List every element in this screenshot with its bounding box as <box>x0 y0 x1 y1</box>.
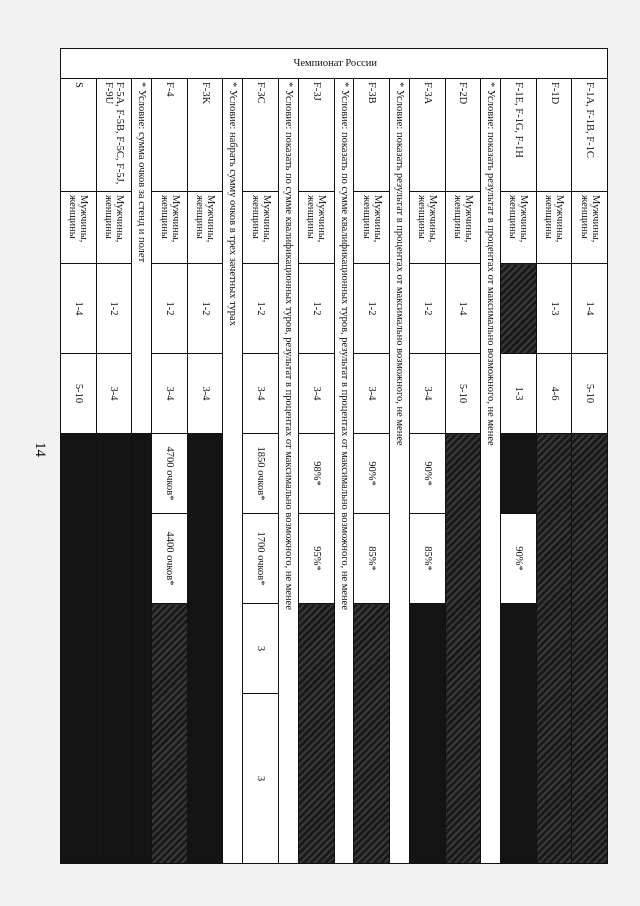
table-row <box>223 49 243 864</box>
range-a: 1-2 <box>298 264 334 354</box>
shaded-cell <box>501 434 537 514</box>
percent-cell: 90%* <box>501 514 537 604</box>
gender-cell: Мужчины, женщины <box>187 192 223 264</box>
shaded-cell <box>96 434 132 864</box>
condition-note: * Условие: набрать сумму очков в трех зачетных турах <box>223 79 243 864</box>
table-row <box>298 49 334 864</box>
condition-note: * Условие: показать по сумме квалификационных туров, результат в процентах от максимально возможного, не менее <box>278 79 298 864</box>
gender-cell: Мужчины, женщины <box>243 192 279 264</box>
range-a: 1-2 <box>96 264 132 354</box>
gender-cell: Мужчины, женщины <box>96 192 132 264</box>
shaded-cell <box>354 604 390 864</box>
class-cell: F-1D <box>536 79 572 192</box>
condition-note: * Условие: сумма очков за стенд и полет <box>132 79 152 434</box>
count-cell: 3 <box>243 604 279 694</box>
range-a: 1-4 <box>572 264 608 354</box>
class-cell: F-4 <box>152 79 188 192</box>
range-b: 3-4 <box>298 354 334 434</box>
range-a: 1-2 <box>243 264 279 354</box>
points-cell: 1850 очков* <box>243 434 279 514</box>
class-cell: F-3C <box>243 79 279 192</box>
range-a: 1-4 <box>61 264 97 354</box>
class-cell: F-1E, F-1G, F-1H <box>501 79 537 192</box>
range-a: 1-2 <box>152 264 188 354</box>
table-row <box>132 49 152 864</box>
gender-cell: Мужчины, женщины <box>572 192 608 264</box>
range-a: 1-4 <box>445 264 481 354</box>
shaded-cell <box>536 434 572 864</box>
gender-cell: Мужчины, женщины <box>61 192 97 264</box>
page-number: 14 <box>32 442 48 457</box>
table-row <box>152 49 188 864</box>
range-b: 5-10 <box>572 354 608 434</box>
gender-cell: Мужчины, женщины <box>354 192 390 264</box>
condition-note: * Условие: показать по сумме квалификационных туров, результат в процентах от максимально возможного, не менее <box>334 79 354 864</box>
percent-cell: 85%* <box>354 514 390 604</box>
class-cell: F-3B <box>354 79 390 192</box>
rotated-table-page <box>60 48 608 863</box>
range-b: 3-4 <box>96 354 132 434</box>
range-a: 1-3 <box>536 264 572 354</box>
shaded-cell <box>152 604 188 864</box>
shaded-cell <box>445 434 481 864</box>
range-b: 3-4 <box>410 354 446 434</box>
table-row <box>481 49 501 864</box>
championship-cell <box>61 49 608 79</box>
table-row <box>354 49 390 864</box>
table-row <box>243 49 279 864</box>
range-b: 1-3 <box>501 354 537 434</box>
range-a: 1-2 <box>410 264 446 354</box>
qualification-table <box>60 48 608 864</box>
shaded-cell <box>61 434 97 864</box>
percent-cell: 90%* <box>410 434 446 514</box>
range-a: 1-2 <box>354 264 390 354</box>
points-cell: 1700 очков* <box>243 514 279 604</box>
table-row <box>278 49 298 864</box>
table-row <box>61 49 97 864</box>
table-row <box>445 49 481 864</box>
table-row <box>572 49 608 864</box>
gender-cell: Мужчины, женщины <box>298 192 334 264</box>
percent-cell: 98%* <box>298 434 334 514</box>
gender-cell: Мужчины, женщины <box>410 192 446 264</box>
table-row <box>410 49 446 864</box>
shaded-cell <box>501 264 537 354</box>
range-b: 4-6 <box>536 354 572 434</box>
table-row <box>501 49 537 864</box>
table-row <box>96 49 132 864</box>
gender-cell: Мужчины, женщины <box>536 192 572 264</box>
class-cell: F-2D <box>445 79 481 192</box>
class-cell: F-3K <box>187 79 223 192</box>
gender-cell: Мужчины, женщины <box>445 192 481 264</box>
range-b: 3-4 <box>354 354 390 434</box>
gender-cell: Мужчины, женщины <box>152 192 188 264</box>
table-row <box>390 49 410 864</box>
class-cell: F-3A <box>410 79 446 192</box>
range-b: 3-4 <box>243 354 279 434</box>
shaded-cell <box>572 434 608 864</box>
shaded-cell <box>132 434 152 864</box>
class-cell: F-3J <box>298 79 334 192</box>
range-a: 1-2 <box>187 264 223 354</box>
condition-note: * Условие: показать результат в процентах от максимально возможного, не менее <box>390 79 410 864</box>
range-b: 3-4 <box>152 354 188 434</box>
table-row <box>536 49 572 864</box>
percent-cell: 85%* <box>410 514 446 604</box>
shaded-cell <box>187 434 223 864</box>
gender-cell: Мужчины, женщины <box>501 192 537 264</box>
count-cell: 3 <box>243 694 279 864</box>
percent-cell: 90%* <box>354 434 390 514</box>
range-b: 3-4 <box>187 354 223 434</box>
table-row <box>187 49 223 864</box>
table-row <box>334 49 354 864</box>
points-cell: 4700 очков* <box>152 434 188 514</box>
championship-label: Чемпионат России <box>293 57 378 69</box>
shaded-cell <box>501 604 537 864</box>
range-b: 5-10 <box>445 354 481 434</box>
class-cell: F-5A, F-5B, F-5C, F-5J, F-9U <box>96 79 132 192</box>
percent-cell: 95%* <box>298 514 334 604</box>
class-cell: F-1A, F-1B, F-1C <box>572 79 608 192</box>
condition-note: * Условие: показать результат в процентах от максимально возможного, не менее <box>481 79 501 864</box>
range-b: 5-10 <box>61 354 97 434</box>
shaded-cell <box>410 604 446 864</box>
shaded-cell <box>298 604 334 864</box>
class-cell: S <box>61 79 97 192</box>
points-cell: 4400 очков* <box>152 514 188 604</box>
